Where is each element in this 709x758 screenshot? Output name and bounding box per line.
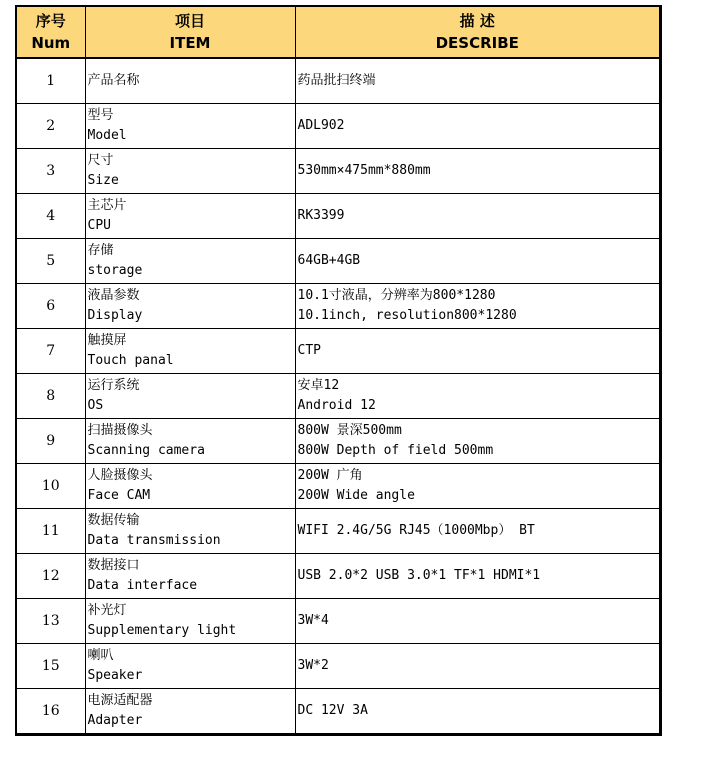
- item-label-en: Speaker: [87, 668, 143, 683]
- item-label-en: OS: [87, 398, 104, 413]
- item-cell: [85, 464, 295, 509]
- desc-line: 200W 广角: [297, 468, 363, 483]
- row-number: 9: [16, 419, 85, 464]
- header-desc-en: DESCRIBE: [435, 34, 519, 52]
- desc-line: DC 12V 3A: [297, 703, 368, 718]
- desc-line: 800W Depth of field 500mm: [297, 443, 494, 458]
- item-label-en: Size: [87, 173, 119, 188]
- table-row: [16, 58, 661, 104]
- item-label-cn: 数据传输: [87, 513, 140, 528]
- item-label-en: Adapter: [87, 713, 143, 728]
- table-row: [16, 509, 661, 554]
- item-cell: [85, 329, 295, 374]
- row-number: 12: [16, 554, 85, 599]
- row-number: 10: [16, 464, 85, 509]
- desc-cell: [295, 419, 661, 464]
- item-label-en: CPU: [87, 218, 111, 233]
- row-number: 5: [16, 239, 85, 284]
- item-label-cn: 主芯片: [87, 198, 127, 213]
- header-desc-cn: 描 述: [459, 12, 495, 30]
- item-label-cn: 产品名称: [87, 73, 140, 88]
- desc-cell: [295, 329, 661, 374]
- table-row: [16, 374, 661, 419]
- item-label-cn: 喇叭: [87, 648, 114, 663]
- item-label-en: Touch panal: [87, 353, 174, 368]
- table-row: [16, 599, 661, 644]
- row-number: 3: [16, 149, 85, 194]
- item-label-cn: 存储: [87, 243, 114, 258]
- item-cell: [85, 689, 295, 735]
- table-row: [16, 464, 661, 509]
- header-num-cn: 序号: [35, 12, 66, 30]
- desc-line: ADL902: [297, 118, 345, 133]
- desc-cell: [295, 464, 661, 509]
- desc-line: USB 2.0*2 USB 3.0*1 TF*1 HDMI*1: [297, 568, 541, 583]
- item-label-en: Scanning camera: [87, 443, 205, 458]
- desc-line: CTP: [297, 343, 321, 358]
- table-row: [16, 239, 661, 284]
- table-row: [16, 644, 661, 689]
- item-cell: [85, 194, 295, 239]
- spec-body: [16, 58, 661, 735]
- desc-line: 530mm×475mm*880mm: [297, 163, 431, 178]
- item-label-en: Data transmission: [87, 533, 221, 548]
- item-label-cn: 液晶参数: [87, 288, 140, 303]
- desc-cell: [295, 58, 661, 104]
- header-num: [16, 6, 85, 58]
- item-cell: [85, 509, 295, 554]
- row-number: 15: [16, 644, 85, 689]
- item-label-cn: 触摸屏: [87, 333, 127, 348]
- desc-line: 安卓12: [297, 378, 340, 393]
- table-row: [16, 419, 661, 464]
- row-number: 16: [16, 689, 85, 735]
- spec-table: [15, 5, 662, 736]
- desc-line: 64GB+4GB: [297, 253, 361, 268]
- desc-line: 10.1inch, resolution800*1280: [297, 308, 517, 323]
- desc-line: 3W*4: [297, 613, 329, 628]
- item-cell: [85, 599, 295, 644]
- table-row: [16, 104, 661, 149]
- item-cell: [85, 58, 295, 104]
- desc-cell: [295, 644, 661, 689]
- desc-cell: [295, 689, 661, 735]
- item-label-cn: 电源适配器: [87, 693, 153, 708]
- item-cell: [85, 104, 295, 149]
- desc-cell: [295, 149, 661, 194]
- item-label-en: Model: [87, 128, 127, 143]
- desc-line: 200W Wide angle: [297, 488, 415, 503]
- item-label-cn: 尺寸: [87, 153, 114, 168]
- desc-cell: [295, 284, 661, 329]
- header-item-cn: 项目: [174, 12, 205, 30]
- item-label-cn: 扫描摄像头: [87, 423, 153, 438]
- item-label-en: Display: [87, 308, 143, 323]
- header-item-en: ITEM: [169, 34, 211, 52]
- item-cell: [85, 284, 295, 329]
- item-cell: [85, 374, 295, 419]
- row-number: 13: [16, 599, 85, 644]
- desc-cell: [295, 194, 661, 239]
- table-row: [16, 284, 661, 329]
- table-row: [16, 554, 661, 599]
- desc-cell: [295, 509, 661, 554]
- table-row: [16, 149, 661, 194]
- desc-cell: [295, 599, 661, 644]
- row-number: 4: [16, 194, 85, 239]
- item-label-cn: 运行系统: [87, 378, 140, 393]
- item-cell: [85, 239, 295, 284]
- row-number: 7: [16, 329, 85, 374]
- desc-cell: [295, 104, 661, 149]
- desc-line: 3W*2: [297, 658, 329, 673]
- header-item: [85, 6, 295, 58]
- desc-line: Android 12: [297, 398, 376, 413]
- desc-line: WIFI 2.4G/5G RJ45（1000Mbp） BT: [297, 523, 535, 538]
- desc-line: 10.1寸液晶，分辨率为800*1280: [297, 288, 496, 303]
- table-row: [16, 329, 661, 374]
- desc-cell: [295, 554, 661, 599]
- item-label-en: storage: [87, 263, 143, 278]
- row-number: 11: [16, 509, 85, 554]
- desc-line: 800W 景深500mm: [297, 423, 402, 438]
- item-cell: [85, 644, 295, 689]
- table-row: [16, 194, 661, 239]
- item-label-cn: 人脸摄像头: [87, 468, 153, 483]
- item-label-en: Data interface: [87, 578, 198, 593]
- row-number: 6: [16, 284, 85, 329]
- item-cell: [85, 554, 295, 599]
- desc-line: RK3399: [297, 208, 345, 223]
- row-number: 1: [16, 58, 85, 104]
- header-row: [16, 6, 661, 58]
- table-row: [16, 689, 661, 735]
- item-label-en: Face CAM: [87, 488, 151, 503]
- row-number: 2: [16, 104, 85, 149]
- item-cell: [85, 149, 295, 194]
- header-desc: [295, 6, 661, 58]
- desc-line: 药品批扫终端: [297, 73, 376, 88]
- item-label-en: Supplementary light: [87, 623, 237, 638]
- desc-cell: [295, 239, 661, 284]
- desc-cell: [295, 374, 661, 419]
- item-label-cn: 型号: [87, 108, 114, 123]
- item-label-cn: 补光灯: [87, 603, 127, 618]
- row-number: 8: [16, 374, 85, 419]
- item-label-cn: 数据接口: [87, 558, 140, 573]
- header-num-en: Num: [31, 34, 71, 52]
- item-cell: [85, 419, 295, 464]
